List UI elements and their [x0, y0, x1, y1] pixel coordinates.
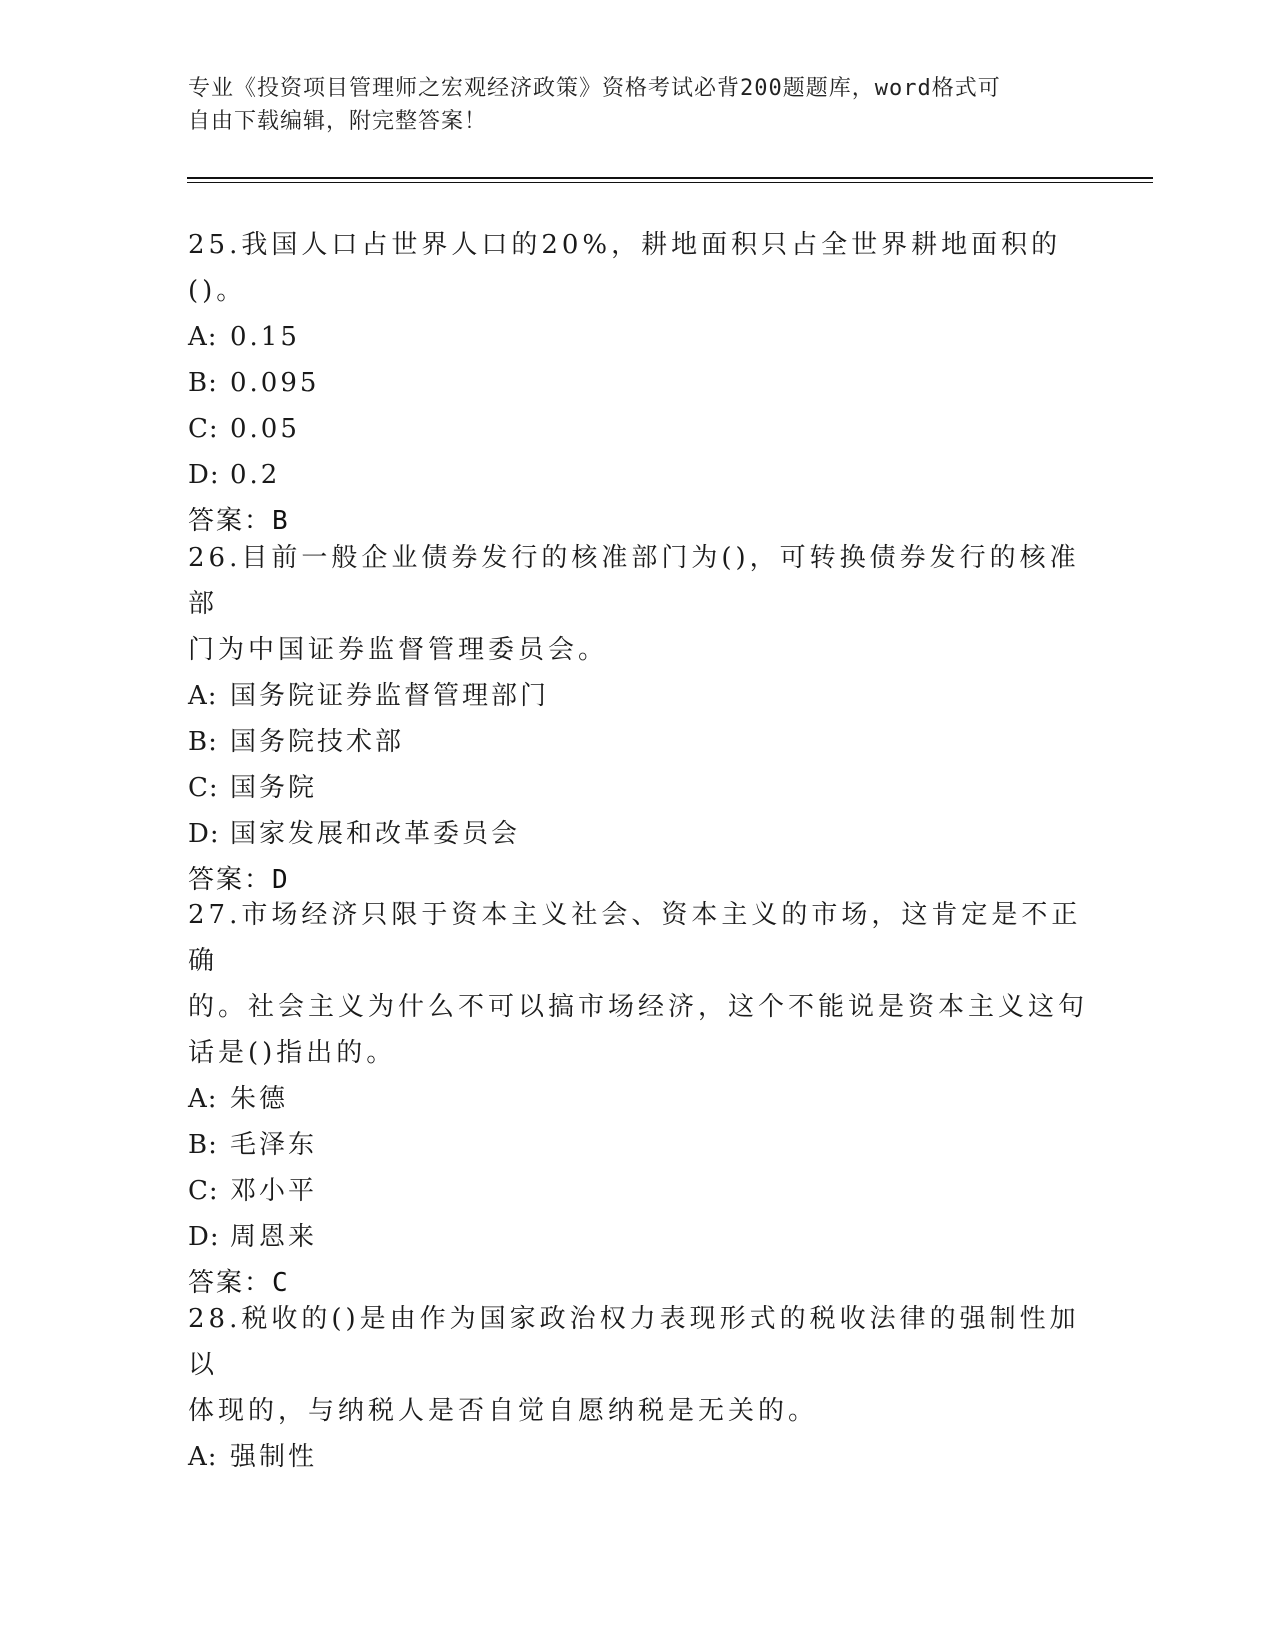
- option-key: C:: [188, 1176, 219, 1206]
- option-text: 0.095: [230, 368, 320, 398]
- question-text-line-2: 体现的，与纳税人是否自觉自愿纳税是无关的。: [188, 1396, 819, 1426]
- answer-label: 答案：: [188, 506, 273, 536]
- option-d: [188, 811, 1088, 857]
- question-text: 25.我国人口占世界人口的20%，耕地面积只占全世界耕地面积的()。: [188, 230, 1062, 306]
- option-d: [188, 452, 1088, 498]
- question-text-line-1: 28.税收的()是由作为国家政治权力表现形式的税收法律的强制性加以: [188, 1304, 1080, 1380]
- question-25: [188, 222, 1088, 544]
- answer-value: D: [272, 865, 290, 895]
- answer-value: B: [272, 506, 290, 536]
- option-text: 0.05: [230, 414, 300, 444]
- option-key: B:: [188, 1130, 218, 1160]
- option-key: A:: [188, 322, 218, 352]
- option-c: [188, 406, 1088, 452]
- option-text: 0.2: [230, 460, 281, 490]
- option-text: 毛泽东: [230, 1130, 318, 1160]
- header-line-2: 自由下载编辑，附完整答案！: [188, 109, 488, 134]
- option-key: A:: [188, 681, 218, 711]
- option-key: B:: [188, 727, 218, 757]
- question-text-line-1: 27.市场经济只限于资本主义社会、资本主义的市场，这肯定是不正确: [188, 900, 1082, 976]
- option-a: [188, 673, 1088, 719]
- header-divider-thin: [187, 182, 1153, 183]
- answer-label: 答案：: [188, 865, 273, 895]
- option-text: 邓小平: [230, 1176, 318, 1206]
- question-27: [188, 892, 1088, 1306]
- header-divider-thick: [187, 177, 1153, 179]
- option-text: 周恩来: [230, 1222, 318, 1252]
- option-b: [188, 719, 1088, 765]
- question-text-line-2: 的。社会主义为什么不可以搞市场经济，这个不能说是资本主义这句: [188, 992, 1089, 1022]
- option-key: C:: [188, 414, 219, 444]
- option-a: [188, 1434, 1088, 1480]
- option-c: [188, 765, 1088, 811]
- option-b: [188, 360, 1088, 406]
- question-text-line-1: 26.目前一般企业债券发行的核准部门为()，可转换债券发行的核准部: [188, 543, 1080, 619]
- header-line-1: 专业《投资项目管理师之宏观经济政策》资格考试必背200题题库，word格式可: [188, 76, 1001, 101]
- question-28: [188, 1296, 1088, 1480]
- answer-value: C: [272, 1268, 290, 1298]
- option-text: 强制性: [230, 1442, 318, 1472]
- option-d: [188, 1214, 1088, 1260]
- option-key: D:: [188, 460, 220, 490]
- option-key: D:: [188, 1222, 220, 1252]
- option-key: A:: [188, 1084, 218, 1114]
- option-key: D:: [188, 819, 220, 849]
- question-26: [188, 535, 1088, 903]
- option-c: [188, 1168, 1088, 1214]
- option-text: 国务院技术部: [230, 727, 405, 757]
- option-key: A:: [188, 1442, 218, 1472]
- option-a: [188, 314, 1088, 360]
- document-header: [188, 72, 1068, 138]
- option-text: 国务院: [230, 773, 318, 803]
- option-text: 国家发展和改革委员会: [230, 819, 521, 849]
- option-a: [188, 1076, 1088, 1122]
- option-text: 0.15: [230, 322, 300, 352]
- option-key: B:: [188, 368, 218, 398]
- question-text-line-3: 话是()指出的。: [188, 1038, 397, 1068]
- option-key: C:: [188, 773, 219, 803]
- option-text: 朱德: [230, 1084, 289, 1114]
- answer-label: 答案：: [188, 1268, 273, 1298]
- option-b: [188, 1122, 1088, 1168]
- question-text-line-2: 门为中国证券监督管理委员会。: [188, 635, 609, 665]
- option-text: 国务院证券监督管理部门: [230, 681, 550, 711]
